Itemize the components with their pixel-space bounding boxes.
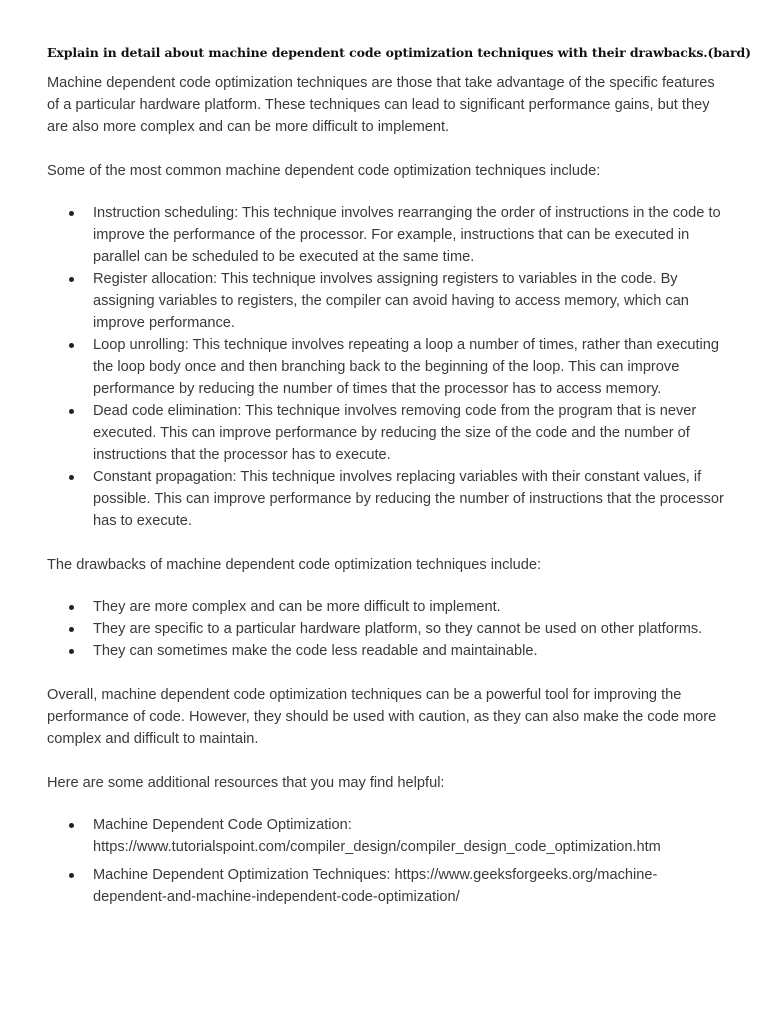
bullet-icon [69, 343, 74, 348]
list-item-text: Dead code elimination: This technique involves removing code from the program that is never executed. This can improve performance by reducing the size of the code and the number of instructions that the processor has to execute. [93, 403, 697, 463]
bullet-icon [69, 475, 74, 480]
list-item [47, 400, 724, 466]
list-item [47, 334, 724, 400]
list-item-text: They are specific to a particular hardware platform, so they cannot be used on other platforms. [93, 621, 703, 637]
bullet-icon [69, 823, 74, 828]
list-item [47, 596, 724, 618]
bullet-icon [69, 649, 74, 654]
intro-paragraph: Machine dependent code optimization techniques are those that take advantage of the specific features of a particular hardware platform. These techniques can lead to significant performance gains, but they are also more complex and can be more difficult to implement. [47, 75, 715, 135]
techniques-list [47, 202, 724, 532]
resource-link-text: Machine Dependent Optimization Techniques: https://www.geeksforgeeks.org/machine-dependent-and-machine-independent-code-optimization/ [93, 867, 658, 905]
drawbacks-intro: The drawbacks of machine dependent code optimization techniques include: [47, 557, 542, 573]
list-item-text: They are more complex and can be more difficult to implement. [93, 599, 501, 615]
bullet-icon [69, 605, 74, 610]
techniques-intro: Some of the most common machine dependent code optimization techniques include: [47, 163, 601, 179]
list-item [47, 466, 724, 532]
list-item-text: Constant propagation: This technique involves replacing variables with their constant values, if possible. This can improve performance by reducing the number of instructions that the processor has to execute. [93, 469, 724, 529]
bullet-icon [69, 627, 74, 632]
list-item [47, 618, 724, 640]
list-item-text: They can sometimes make the code less readable and maintainable. [93, 643, 538, 659]
list-item [47, 864, 724, 908]
resources-list [47, 814, 724, 908]
bullet-icon [69, 409, 74, 414]
list-item [47, 640, 724, 662]
list-item-text: Instruction scheduling: This technique involves rearranging the order of instructions in the code to improve the performance of the processor. For example, instructions that can be executed in parallel can be scheduled to be executed at the same time. [93, 205, 721, 265]
bullet-icon [69, 277, 74, 282]
conclusion-paragraph: Overall, machine dependent code optimization techniques can be a powerful tool for improving the performance of code. However, they should be used with caution, as they can also make the code more complex and difficult to maintain. [47, 687, 717, 747]
list-item [47, 202, 724, 268]
list-item [47, 268, 724, 334]
bullet-icon [69, 211, 74, 216]
list-item-text: Loop unrolling: This technique involves repeating a loop a number of times, rather than executing the loop body once and then branching back to the beginning of the loop. This can improve performance by reducing the number of times that the processor has to access memory. [93, 337, 720, 397]
resources-intro: Here are some additional resources that you may find helpful: [47, 775, 445, 791]
list-item [47, 814, 724, 858]
drawbacks-list [47, 596, 724, 662]
page-title: Explain in detail about machine dependent code optimization techniques with their drawbacks.(bard) [47, 45, 751, 60]
resource-link-text: Machine Dependent Code Optimization: https://www.tutorialspoint.com/compiler_design/compiler_design_code_optimization.htm [93, 817, 661, 855]
bullet-icon [69, 873, 74, 878]
list-item-text: Register allocation: This technique involves assigning registers to variables in the code. By assigning variables to registers, the compiler can avoid having to access memory, which can improve performance. [93, 271, 689, 331]
